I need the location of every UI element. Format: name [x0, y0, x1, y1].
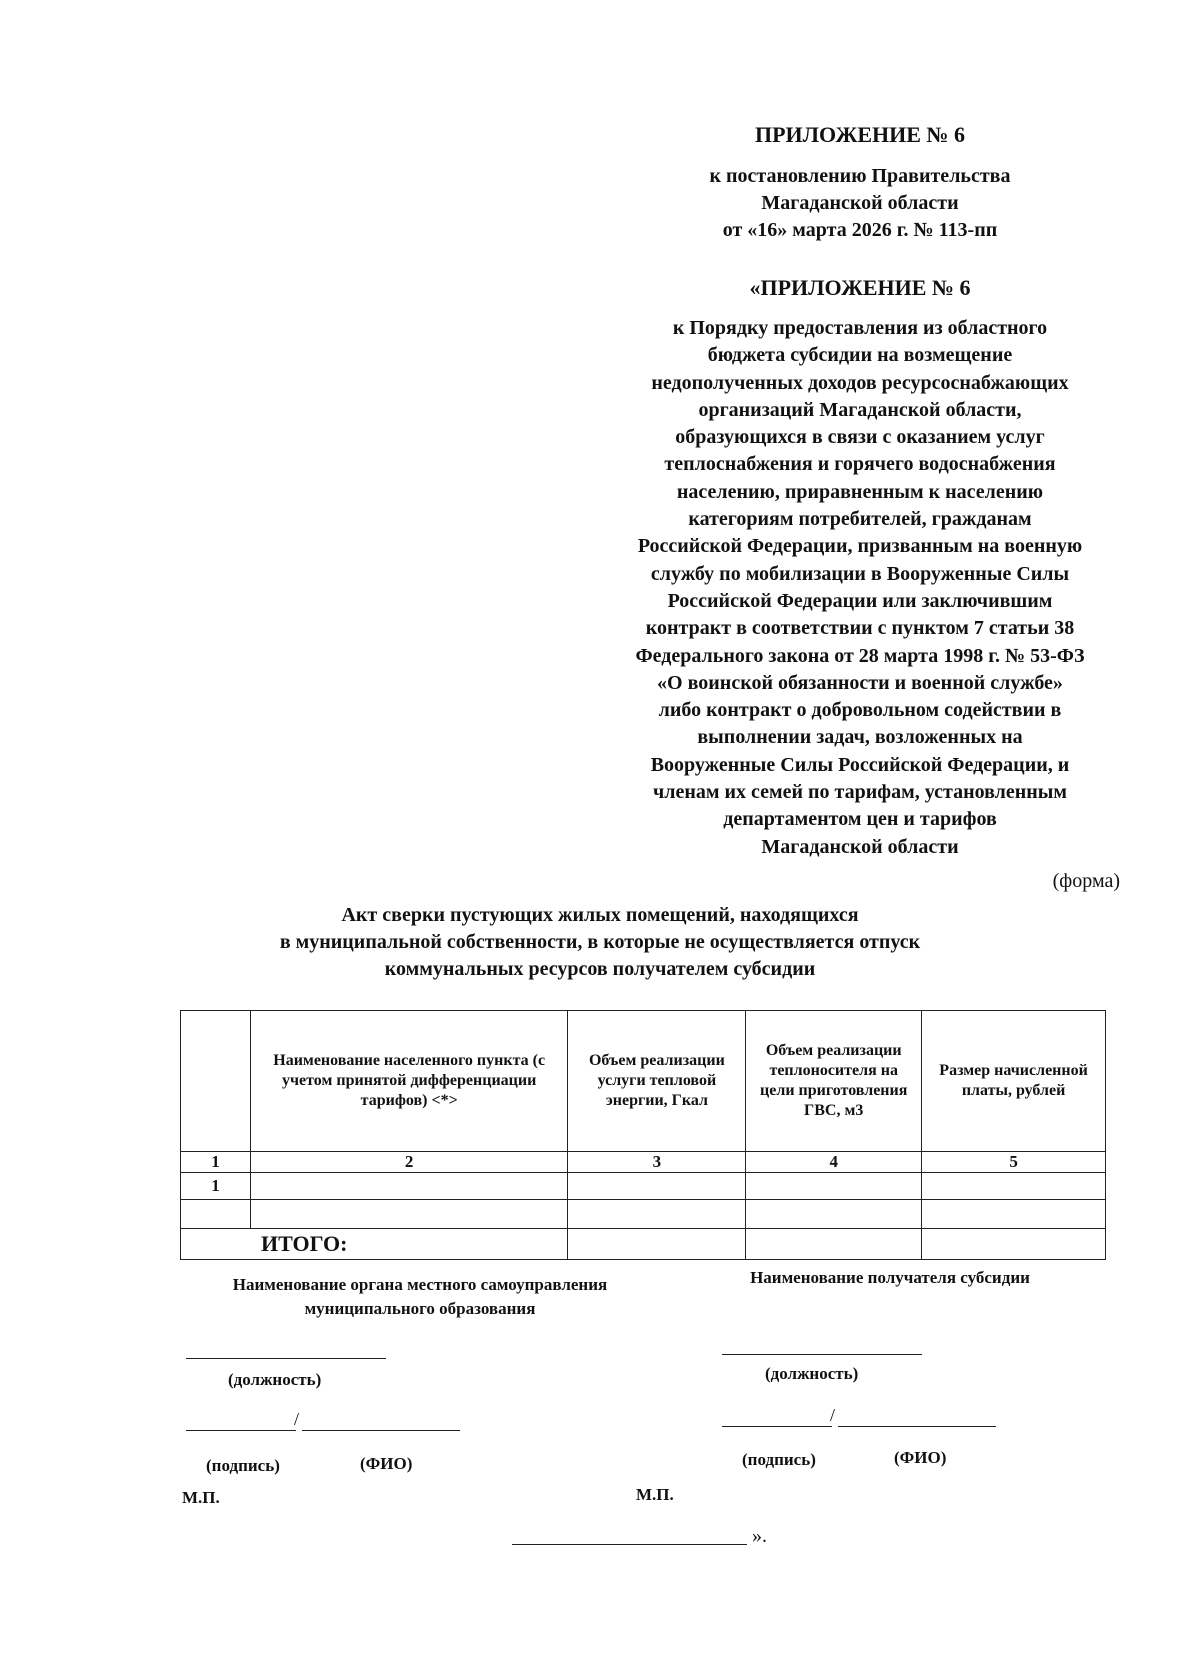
- left-seal-label: М.П.: [182, 1488, 220, 1507]
- order-line: членам их семей по тарифам, установленным: [652, 781, 1068, 804]
- header-charge-amount: Размер начисленной платы, рублей: [922, 1011, 1106, 1152]
- header-index: [181, 1011, 251, 1152]
- closing-line: [512, 1544, 747, 1545]
- reconciliation-table: [180, 1010, 1106, 1260]
- table-cell: [922, 1200, 1106, 1229]
- left-position-line: [186, 1358, 386, 1359]
- column-number: 5: [922, 1152, 1106, 1173]
- row-index: 1: [181, 1173, 251, 1200]
- table-row: [181, 1173, 1106, 1200]
- order-annex-title: «ПРИЛОЖЕНИЕ № 6: [749, 275, 971, 300]
- right-name-line: [838, 1426, 996, 1427]
- left-name-label: (ФИО): [360, 1454, 413, 1473]
- order-line: недополученных доходов ресурсоснабжающих: [651, 371, 1069, 394]
- table-cell: [922, 1173, 1106, 1200]
- column-number: 3: [568, 1152, 746, 1173]
- table-cell: [746, 1200, 922, 1229]
- table-cell: [250, 1173, 568, 1200]
- total-row: [181, 1229, 1106, 1260]
- order-line: «О воинской обязанности и военной службе»: [657, 671, 1063, 694]
- decree-reference: [620, 163, 1100, 244]
- total-label: ИТОГО:: [181, 1229, 568, 1260]
- act-title: [150, 902, 1050, 983]
- order-line: категориям потребителей, гражданам: [688, 508, 1032, 531]
- order-line: Российской Федерации или заключившим: [667, 589, 1053, 612]
- act-title-line: в муниципальной собственности, в которые не осуществляется отпуск: [279, 931, 921, 953]
- decree-line: от «16» марта 2026 г. № 113-пп: [722, 219, 998, 241]
- table-cell: [568, 1229, 746, 1260]
- left-name-line: [302, 1430, 460, 1431]
- right-seal-label: М.П.: [636, 1485, 674, 1504]
- municipal-body-label: Наименование органа местного самоуправления муниципального образования: [232, 1275, 608, 1318]
- order-line: образующихся в связи с оказанием услуг: [675, 426, 1045, 449]
- table-cell: [568, 1173, 746, 1200]
- header-settlement: Наименование населенного пункта (с учетом принятой дифференциации тарифов) <*>: [250, 1011, 568, 1152]
- decree-line: к постановлению Правительства: [709, 165, 1011, 187]
- table-cell: [181, 1200, 251, 1229]
- table-cell: [250, 1200, 568, 1229]
- order-line: департаментом цен и тарифов: [723, 808, 997, 831]
- order-line: организаций Магаданской области,: [698, 398, 1022, 421]
- recipient-label: Наименование получателя субсидии: [750, 1268, 1030, 1287]
- annex-title: ПРИЛОЖЕНИЕ № 6: [754, 122, 966, 147]
- right-name-label: (ФИО): [894, 1448, 947, 1467]
- order-line: населению, приравненным к населению: [676, 480, 1044, 503]
- order-line: Федерального закона от 28 марта 1998 г. № 53-ФЗ: [635, 644, 1085, 667]
- left-slash: /: [294, 1409, 300, 1429]
- left-signature-line: [186, 1430, 296, 1431]
- act-title-line: коммунальных ресурсов получателем субсидии: [384, 958, 816, 980]
- right-position-label: (должность): [765, 1364, 859, 1383]
- table-header-row: [181, 1011, 1106, 1152]
- column-number-row: [181, 1152, 1106, 1173]
- table-cell: [746, 1173, 922, 1200]
- right-signature-line: [722, 1426, 832, 1427]
- column-number: 2: [250, 1152, 568, 1173]
- order-line: Российской Федерации, призванным на военную: [637, 535, 1083, 558]
- order-line: бюджета субсидии на возмещение: [707, 344, 1013, 367]
- order-line: контракт в соответствии с пунктом 7 статьи 38: [645, 617, 1075, 640]
- column-number: 1: [181, 1152, 251, 1173]
- right-signature-label: (подпись): [742, 1450, 816, 1469]
- right-position-line: [722, 1354, 922, 1355]
- right-slash: /: [830, 1405, 836, 1425]
- order-line: выполнении задач, возложенных на: [697, 726, 1023, 749]
- order-line: теплоснабжения и горячего водоснабжения: [664, 453, 1056, 476]
- column-number: 4: [746, 1152, 922, 1173]
- table-cell: [568, 1200, 746, 1229]
- order-line: Вооруженные Силы Российской Федерации, и: [650, 753, 1070, 776]
- table-row: [181, 1200, 1106, 1229]
- order-line: Магаданской области: [761, 835, 959, 858]
- form-label: (форма): [1052, 870, 1120, 892]
- order-line: либо контракт о добровольном содействии в: [658, 699, 1062, 722]
- order-reference: [560, 315, 1160, 861]
- decree-line: Магаданской области: [761, 192, 959, 214]
- order-line: к Порядку предоставления из областного: [672, 317, 1048, 339]
- table-cell: [746, 1229, 922, 1260]
- closing-mark: ».: [752, 1525, 767, 1547]
- act-title-line: Акт сверки пустующих жилых помещений, находящихся: [341, 904, 859, 926]
- left-signature-label: (подпись): [206, 1456, 280, 1475]
- header-coolant-volume: Объем реализации теплоносителя на цели приготовления ГВС, м3: [746, 1011, 922, 1152]
- header-heat-volume: Объем реализации услуги тепловой энергии, Гкал: [568, 1011, 746, 1152]
- table-cell: [922, 1229, 1106, 1260]
- left-position-label: (должность): [228, 1370, 322, 1389]
- order-line: службу по мобилизации в Вооруженные Силы: [650, 562, 1070, 585]
